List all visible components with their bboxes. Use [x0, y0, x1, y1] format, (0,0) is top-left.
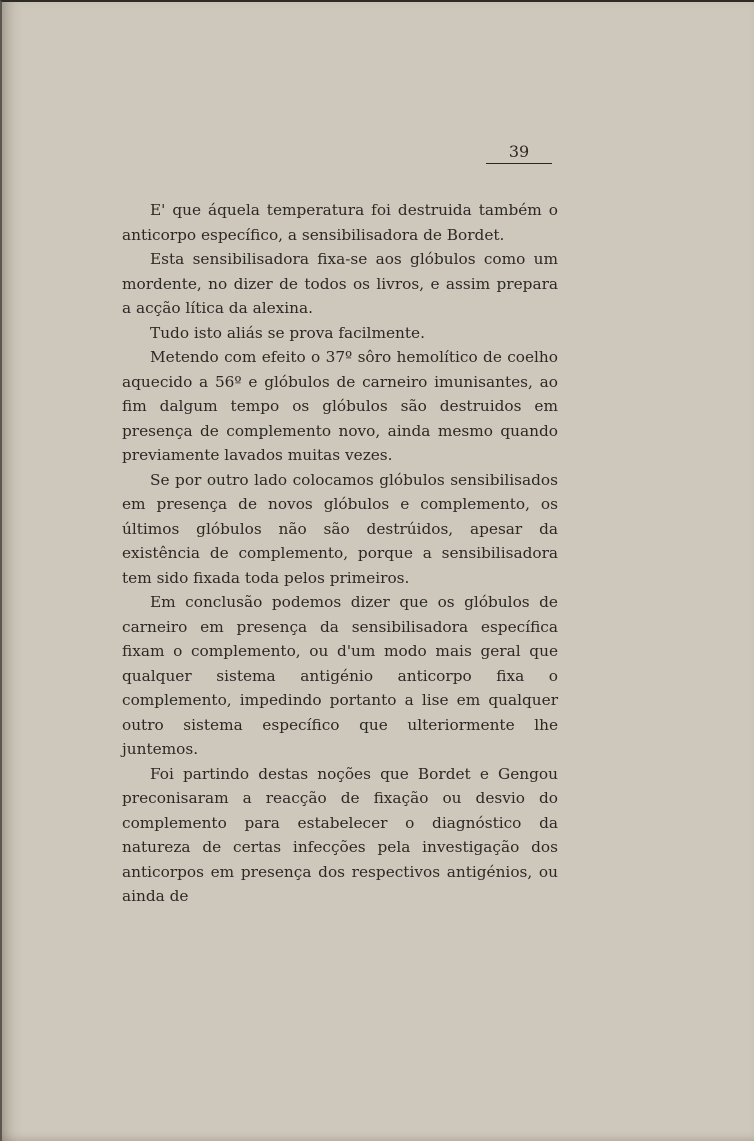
paragraph: Se por outro lado colocamos glóbulos sensibilisados em presença de novos glóbulos e complemento, os últimos glóbulos não são destrúidos, apesar da existência de complemento, porque a sensibilisadora tem sido fixada toda pelos primeiros. [122, 470, 558, 587]
paragraph: E' que áquela temperatura foi destruida também o anticorpo específico, a sensibilisadora de Bordet. [122, 201, 558, 244]
paragraph: Esta sensibilisadora fixa-se aos glóbulos como um mordente, no dizer de todos os livros, e assim prepara a acção lítica da alexina. [122, 250, 558, 317]
body-text [122, 198, 558, 909]
paragraph: Tudo isto aliás se prova facilmente. [150, 323, 425, 342]
paragraph: Foi partindo destas noções que Bordet e Gengou preconisaram a reacção de fixação ou desvio do complemento para estabelecer o diagnóstico da natureza de certas infecções pela investigação dos anticorpos em presença dos respectivos antigénios, ou ainda de [122, 764, 558, 905]
paragraph: Metendo com efeito o 37º sôro hemolítico de coelho aquecido a 56º e glóbulos de carneiro imunisantes, ao fim dalgum tempo os glóbulos são destruidos em presença de complemento novo, ainda mesmo quando previamente lavados muitas vezes. [122, 348, 558, 464]
paragraph: Em conclusão podemos dizer que os glóbulos de carneiro em presença da sensibilisadora específica fixam o complemento, ou d'um modo mais geral que qualquer sistema antigénio anticorpo fixa o complemento, impedindo portanto a lise em qualquer outro sistema específico que ulteriormente lhe juntemos. [122, 593, 558, 758]
page-number: 39 [486, 142, 552, 164]
